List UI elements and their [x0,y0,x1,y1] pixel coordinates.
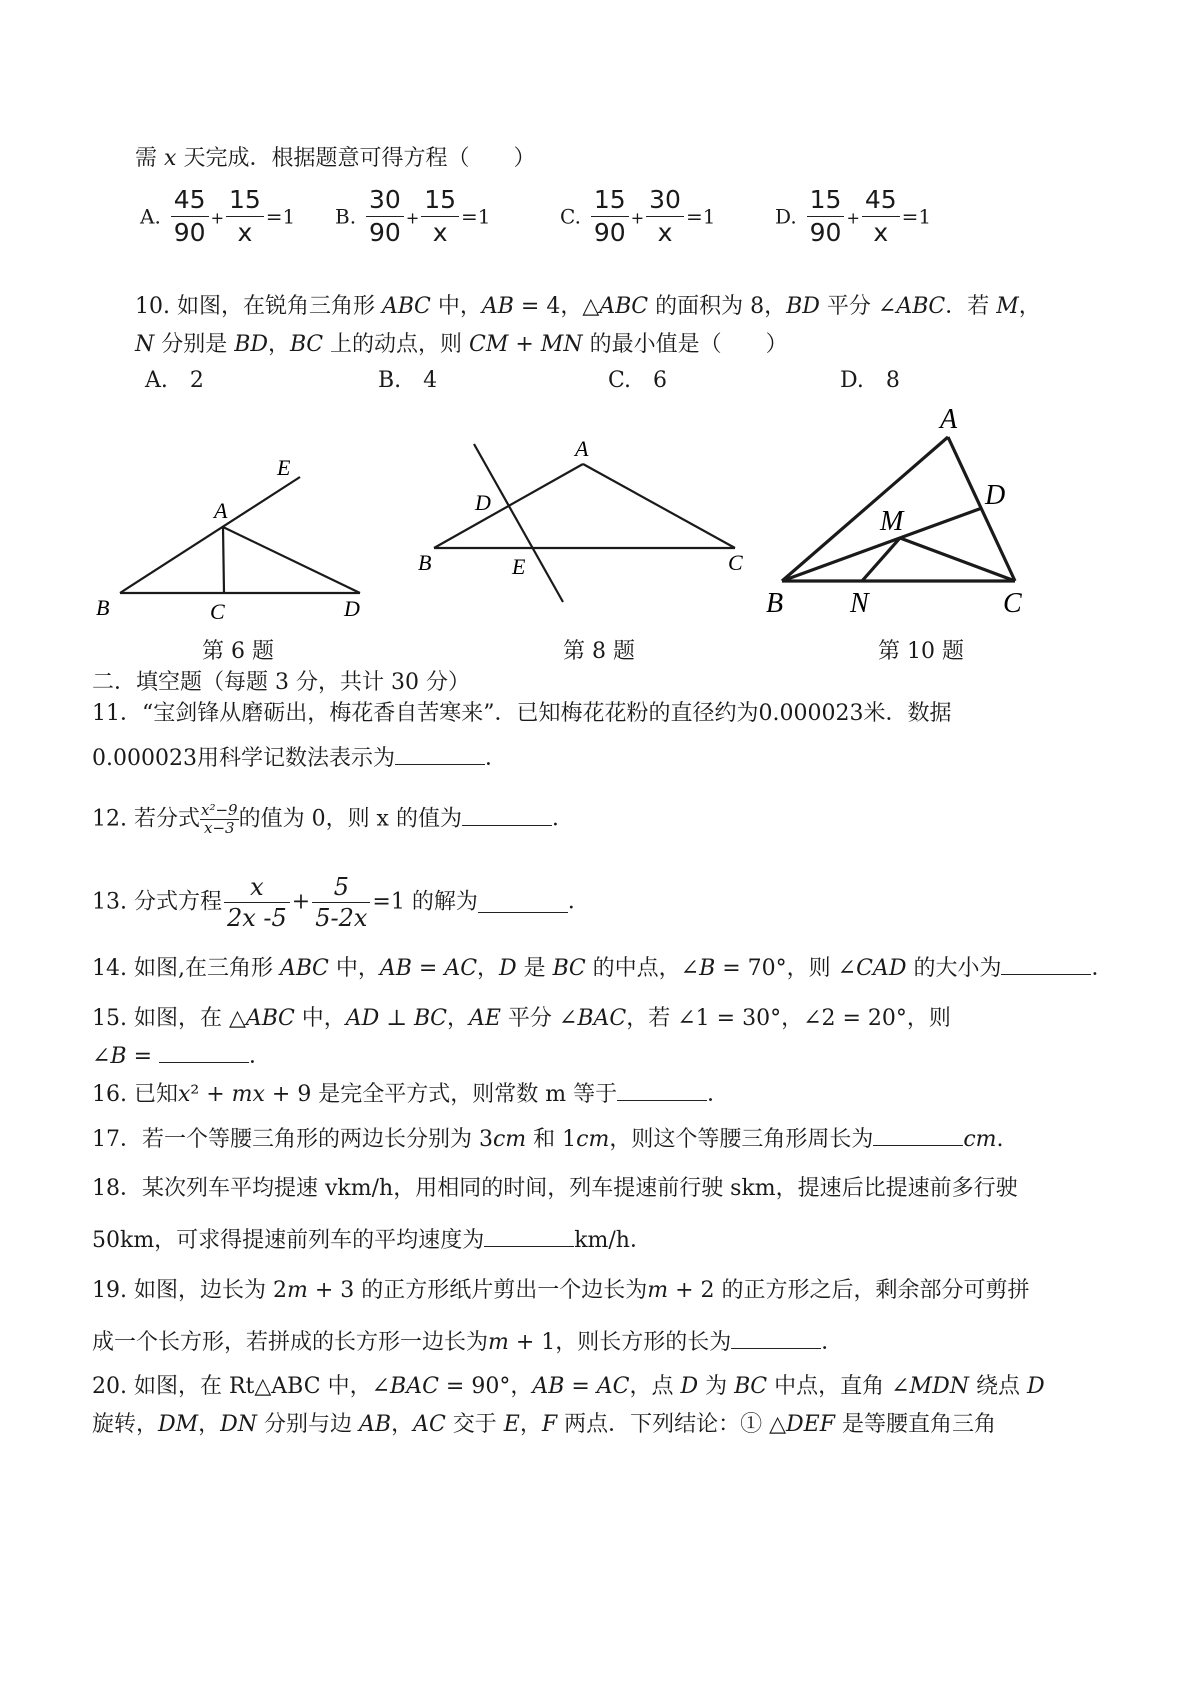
q15-line2 [92,1042,271,1072]
denominator: 90 [593,218,626,247]
q10-option-a: A. 2 [145,368,204,393]
denominator: 90 [369,218,401,247]
q9-option-c: C. $\frac{15}{90}$ + $\frac{30}{x}$ =1 [560,185,716,247]
answer-blank[interactable] [1001,954,1091,975]
fig8-caption: 第 8 题 [563,639,635,664]
denominator: 2x -5 [226,904,287,932]
answer-blank[interactable] [873,1125,963,1146]
q9-continuation [135,144,535,174]
numerator: 15 [591,184,629,217]
q16 [92,1080,729,1110]
q11-line1: 11．“宝剑锋从磨砺出，梅花香自苦寒来”．已知梅花花粉的直径约为0.000023米．数据 [92,701,952,726]
q15-line1: 15. 如图，在 △𝐴𝐵𝐶 中，𝐴𝐷 ⊥ 𝐵𝐶，𝐴𝐸 平分 ∠𝐵𝐴𝐶，若 ∠1 = 30°，∠2 = 20°，则 [92,1006,951,1031]
answer-blank[interactable] [731,1328,821,1349]
fig10-line-ba [782,437,948,581]
q10-option-b: B. 4 [378,368,438,393]
q9-option-b: B. $\frac{30}{90}$ + $\frac{15}{x}$ =1 [335,185,491,247]
fig6-label-e: E [277,455,291,480]
q18-unit: km/h． [574,1228,652,1253]
fraction [807,184,845,249]
numerator: 15 [226,184,264,217]
fraction [591,184,629,249]
q18-line2 [92,1226,652,1256]
fig10-label-n: N [850,588,869,619]
fraction [171,184,209,249]
fig6-label-b: B [96,595,110,620]
fraction [224,872,290,933]
fraction [226,184,264,249]
fig6-line-be [120,477,300,593]
denominator: x−3 [203,819,235,837]
q10-line1: 10. 如图，在锐角三角形 𝐴𝐵𝐶 中，𝐴𝐵 = 4，△𝐴𝐵𝐶 的面积为 8，𝐵𝐷 平分 ∠𝐴𝐵𝐶．若 𝑀， [135,294,1041,319]
q9-text-b: 天完成．根据题意可得方程（ ） [183,146,536,171]
answer-blank[interactable] [484,1226,574,1247]
q18-text: 50km，可求得提速前列车的平均速度为 [92,1228,485,1253]
fig10-label-d: D [985,480,1006,511]
q15-text: ∠𝐵 = [92,1044,153,1069]
fig8-label-b: B [418,550,432,575]
q16-period: ． [707,1082,730,1107]
equals: =1 [901,204,932,229]
q17-text: 17．若一个等腰三角形的两边长分别为 3𝑐𝑚 和 1𝑐𝑚，则这个等腰三角形周长为 [92,1127,874,1152]
fig6-label-d: D [344,596,360,621]
q9-option-a: A. $\frac{45}{90}$ + $\frac{15}{x}$ =1 [140,185,296,247]
q14 [92,954,1113,984]
fig10-label-c: C [1003,588,1022,619]
numerator: 15 [807,184,845,217]
fraction [200,802,239,837]
equals: =1 [685,204,716,229]
option-label: C. [560,204,581,229]
denominator: 90 [809,218,842,247]
q11-text: 0.000023用科学记数法表示为 [92,746,395,771]
numerator: 30 [366,184,404,217]
q19-line2 [92,1328,843,1358]
numerator: 5 [312,872,370,903]
q18-line1: 18．某次列车平均提速 vkm/h，用相同的时间，列车提速前行驶 skm，提速后比提速前多行驶 [92,1176,1018,1201]
fraction [366,184,404,249]
fig8-line-ac [583,464,735,548]
q19-line1: 19. 如图，边长为 2𝑚 + 3 的正方形纸片剪出一个边长为𝑚 + 2 的正方形之后，剩余部分可剪拼 [92,1278,1030,1303]
option-label: A. [140,204,161,229]
q15-period: ． [249,1044,272,1069]
numerator: 15 [421,184,459,217]
q12-period: ． [551,806,574,832]
denominator: x [432,218,448,247]
fraction [646,184,684,249]
fig10-label-a: A [940,404,958,435]
q13-period: ． [567,889,590,915]
q13 [92,872,590,933]
plus-sign: + [291,889,311,915]
equals: =1 [461,204,491,229]
fig6-label-c: C [210,599,225,624]
q10-line2: 𝑁 分别是 𝐵𝐷，𝐵𝐶 上的动点，则 𝐶𝑀 + 𝑀𝑁 的最小值是（ ） [135,332,788,357]
q10-option-c: C. 6 [608,368,668,393]
q12-text-b: 的值为 0，则 x 的值为 [238,806,462,832]
fig8-label-e: E [512,554,526,579]
q14-text: 14. 如图,在三角形 𝐴𝐵𝐶 中，𝐴𝐵 = 𝐴𝐶，𝐷 是 𝐵𝐶 的中点，∠𝐵 = 70°，则 ∠𝐶𝐴𝐷 的大小为 [92,956,1002,981]
option-label: D. [775,204,797,229]
q17-unit: 𝑐𝑚. [963,1127,1004,1152]
denominator: 90 [173,218,206,247]
q19-period: ． [821,1330,844,1355]
fig6-line-ad [223,527,360,593]
q16-text: 16. 已知𝑥² + 𝑚𝑥 + 9 是完全平方式，则常数 m 等于 [92,1082,618,1107]
q13-text-a: 13. 分式方程 [92,889,222,915]
fig10-caption: 第 10 题 [878,639,964,664]
answer-blank[interactable] [159,1042,249,1063]
numerator: x²−9 [200,801,238,819]
denominator: 5-2x [315,904,368,932]
q19-text: 成一个长方形，若拼成的长方形一边长为𝑚 + 1，则长方形的长为 [92,1330,732,1355]
q9-option-d: D. $\frac{15}{90}$ + $\frac{45}{x}$ =1 [775,185,932,247]
fig6-label-a: A [214,498,228,523]
denominator: x [237,218,253,247]
answer-blank[interactable] [395,744,485,765]
figures-row [0,400,1200,670]
q11-line2 [92,744,507,774]
equals: =1 [265,204,296,229]
figure-8 [434,444,735,602]
fig8-label-c: C [728,550,743,575]
numerator: x [224,872,290,903]
fig10-label-m: M [880,506,904,537]
denominator: x [873,218,889,247]
q20-line2: 旋转，𝐷𝑀，𝐷𝑁 分别与边 𝐴𝐵，𝐴𝐶 交于 𝐸，𝐹 两点．下列结论：① △𝐷𝐸𝐹 是等腰直角三角 [92,1412,996,1437]
q11-period: ． [484,746,507,771]
q14-period: ． [1091,956,1114,981]
section-2-heading: 二．填空题（每题 3 分，共计 30 分） [92,670,470,695]
fraction [421,184,459,249]
q17 [92,1125,1004,1155]
numerator: 30 [646,184,684,217]
q20-line1: 20. 如图，在 Rt△ABC 中，∠𝐵𝐴𝐶 = 90°，𝐴𝐵 = 𝐴𝐶，点 𝐷 为 𝐵𝐶 中点，直角 ∠𝑀𝐷𝑁 绕点 𝐷 [92,1374,1045,1399]
denominator: x [657,218,673,247]
q12-text-a: 12. 若分式 [92,806,200,832]
numerator: 45 [171,184,209,217]
answer-blank[interactable] [617,1080,707,1101]
figure-6 [120,477,360,593]
numerator: 45 [862,184,900,217]
q9-variable: x [164,146,177,171]
answer-blank[interactable] [478,892,568,913]
answer-blank[interactable] [462,805,552,826]
fraction [862,184,900,249]
fig6-caption: 第 6 题 [202,639,274,664]
fig6-line-ac [223,527,224,593]
q9-text-a: 需 [135,146,158,171]
option-label: B. [335,204,357,229]
fig8-label-a: A [575,436,589,461]
fig8-label-d: D [475,490,491,515]
q13-text-b: =1 的解为 [372,889,478,915]
fraction [312,872,370,933]
q12 [92,802,574,837]
q10-option-d: D. 8 [840,368,900,393]
fig10-label-b: B [766,588,784,619]
